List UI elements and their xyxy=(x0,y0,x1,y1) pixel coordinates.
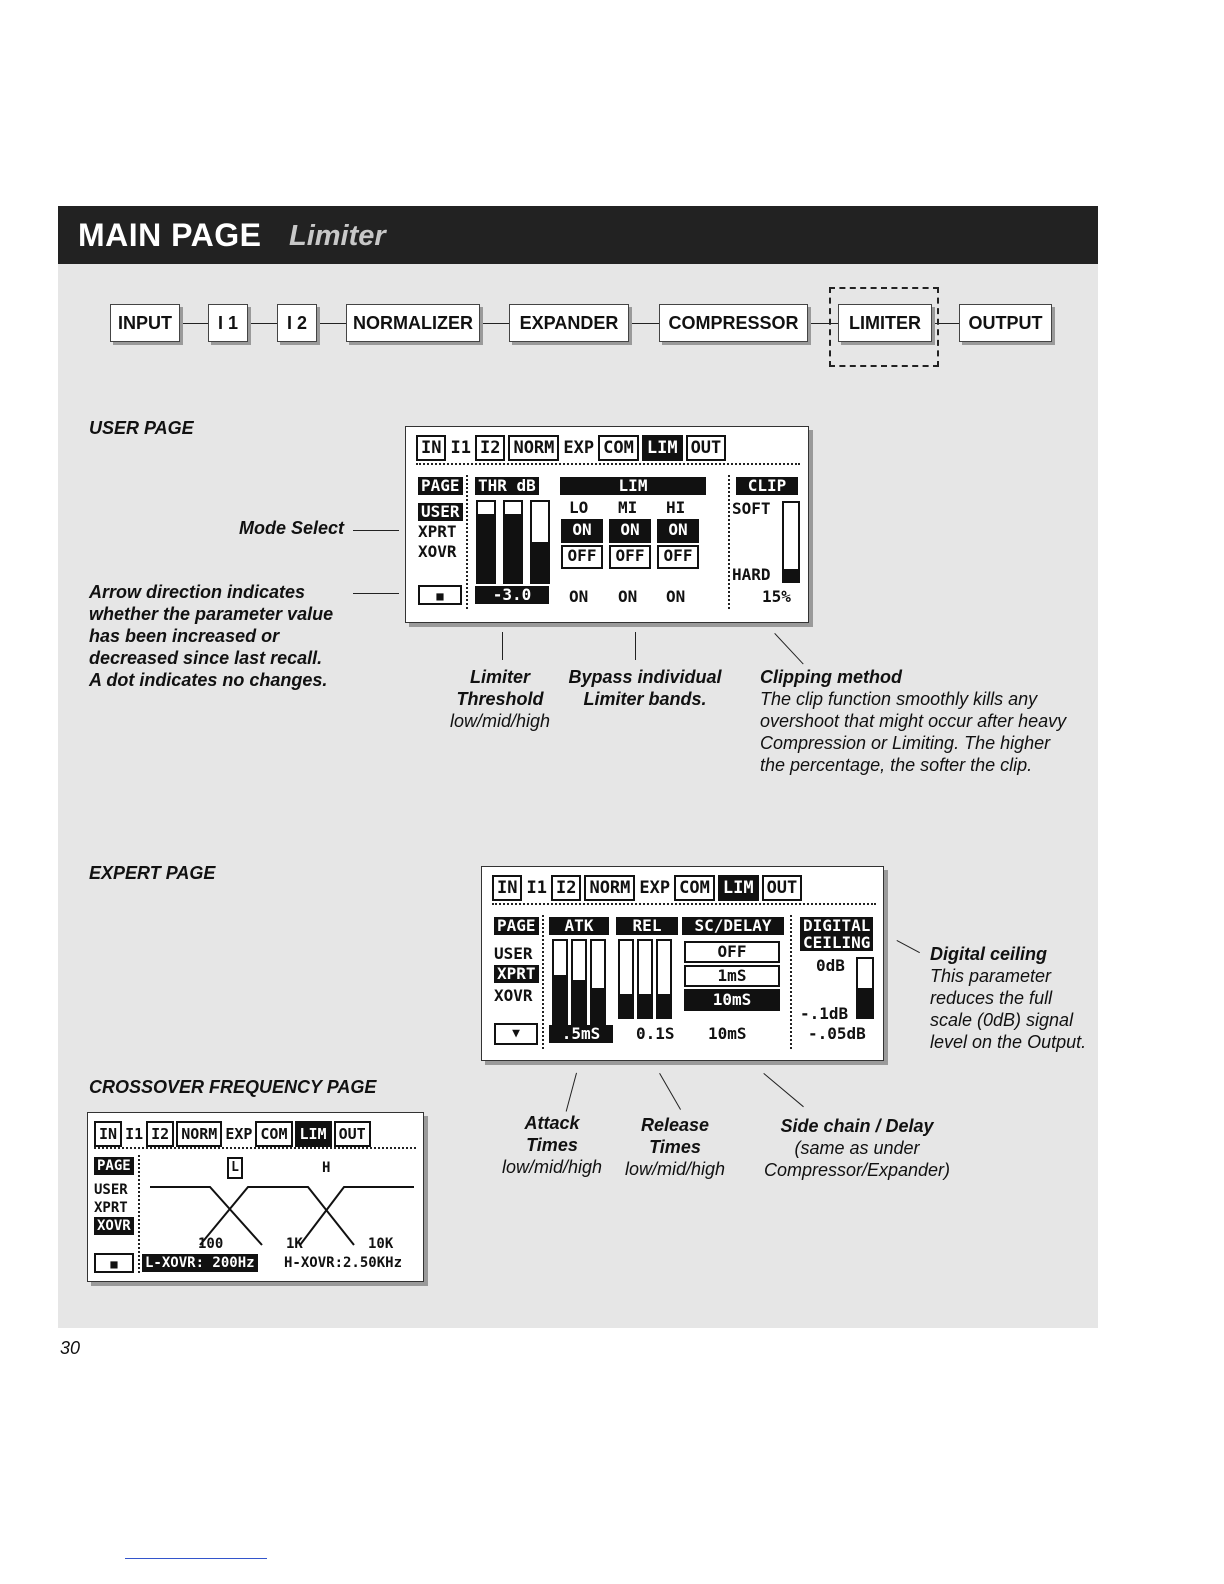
mode-user[interactable]: USER xyxy=(494,944,533,963)
chain-node-normalizer[interactable]: NORMALIZER xyxy=(346,304,480,342)
freq-label-100: 100 xyxy=(198,1236,224,1252)
high-crossover-marker[interactable]: H xyxy=(322,1160,331,1176)
chain-node-i1[interactable]: I 1 xyxy=(208,304,248,342)
band-lo-off[interactable]: OFF xyxy=(561,545,603,569)
tab-com[interactable]: COM xyxy=(598,435,639,461)
arrow-leader xyxy=(353,593,399,594)
sc-option-1ms[interactable]: 1mS xyxy=(684,965,780,987)
lcd-tab-row xyxy=(416,435,726,461)
arrow-down-indicator: ▼ xyxy=(494,1023,538,1045)
sc-value: 10mS xyxy=(708,1024,747,1043)
band-mi-status: ON xyxy=(618,587,638,606)
page-label: PAGE xyxy=(94,1157,134,1175)
tab-in[interactable]: IN xyxy=(416,435,446,461)
band-hi-status: ON xyxy=(666,587,686,606)
tab-norm[interactable]: NORM xyxy=(584,875,635,901)
chain-node-expander[interactable]: EXPANDER xyxy=(509,304,629,342)
mode-xovr[interactable]: XOVR xyxy=(494,986,533,1005)
band-hi-off[interactable]: OFF xyxy=(657,545,699,569)
band-mi-off[interactable]: OFF xyxy=(609,545,651,569)
tab-lim[interactable]: LIM xyxy=(295,1121,332,1147)
band-lo-label: LO xyxy=(569,498,589,517)
page-label: PAGE xyxy=(418,477,463,495)
low-xovr-value[interactable]: L-XOVR: 200Hz xyxy=(142,1254,258,1272)
thr-header: THR dB xyxy=(475,477,539,495)
thr-bar-lo[interactable] xyxy=(476,500,496,584)
user-page-lcd xyxy=(405,426,809,623)
tab-exp[interactable]: EXP xyxy=(563,438,595,458)
chain-node-limiter[interactable]: LIMITER xyxy=(838,304,932,342)
thr-bar-mi[interactable] xyxy=(503,500,523,584)
tab-in[interactable]: IN xyxy=(492,875,522,901)
tab-i1[interactable]: I1 xyxy=(526,878,547,898)
clip-value: 15% xyxy=(762,587,791,606)
clip-bar[interactable] xyxy=(782,501,800,583)
freq-label-1k: 1K xyxy=(286,1236,303,1252)
arrow-indicator: ■ xyxy=(418,585,462,605)
tab-out[interactable]: OUT xyxy=(762,875,803,901)
rel-bar-lo[interactable] xyxy=(618,939,634,1019)
mode-user[interactable]: USER xyxy=(94,1182,128,1198)
tab-out[interactable]: OUT xyxy=(334,1121,371,1147)
expert-page-heading: EXPERT PAGE xyxy=(89,863,216,883)
atk-value: .5mS xyxy=(549,1025,613,1043)
tab-norm[interactable]: NORM xyxy=(508,435,559,461)
band-mi-label: MI xyxy=(618,498,638,517)
bypass-callout: Bypass individual Limiter bands. xyxy=(568,667,722,709)
page-title: MAIN PAGE xyxy=(78,217,262,253)
tab-exp[interactable]: EXP xyxy=(225,1125,253,1143)
tab-i2[interactable]: I2 xyxy=(551,875,581,901)
band-hi-on[interactable]: ON xyxy=(657,519,699,543)
rel-bar-hi[interactable] xyxy=(656,939,672,1019)
page-number: 30 xyxy=(60,1338,81,1358)
atk-bar-mi[interactable] xyxy=(571,939,587,1029)
mode-select-callout: Mode Select xyxy=(239,518,345,538)
chain-node-i2[interactable]: I 2 xyxy=(277,304,317,342)
low-crossover-marker[interactable]: L xyxy=(227,1157,243,1179)
ceiling-top-label: 0dB xyxy=(816,956,845,975)
tab-i2[interactable]: I2 xyxy=(146,1121,174,1147)
tab-com[interactable]: COM xyxy=(255,1121,292,1147)
crossover-page-heading: CROSSOVER FREQUENCY PAGE xyxy=(89,1077,377,1097)
ceiling-callout: Digital ceiling This parameter reduces the full scale (0dB) signal level on the Output. xyxy=(930,944,1087,1052)
arrow-indicator: ■ xyxy=(94,1253,134,1273)
tab-norm[interactable]: NORM xyxy=(176,1121,222,1147)
band-mi-on[interactable]: ON xyxy=(609,519,651,543)
atk-header: ATK xyxy=(549,917,609,935)
sc-option-off[interactable]: OFF xyxy=(684,941,780,963)
expert-page-lcd xyxy=(481,866,884,1061)
chain-node-compressor[interactable]: COMPRESSOR xyxy=(659,304,808,342)
tab-exp[interactable]: EXP xyxy=(639,878,671,898)
chain-node-input[interactable]: INPUT xyxy=(110,304,180,342)
mode-xprt[interactable]: XPRT xyxy=(494,965,539,983)
attack-callout: Attack Times low/mid/high xyxy=(501,1113,603,1177)
ceiling-bar[interactable] xyxy=(856,957,874,1019)
rel-header: REL xyxy=(616,917,678,935)
tab-i2[interactable]: I2 xyxy=(475,435,505,461)
mode-user[interactable]: USER xyxy=(418,503,463,521)
clip-soft-label: SOFT xyxy=(732,499,771,518)
rel-bar-mi[interactable] xyxy=(637,939,653,1019)
high-xovr-value[interactable]: H-XOVR:2.50KHz xyxy=(284,1255,403,1271)
clip-callout: Clipping method The clip function smoothly kills any overshoot that might occur after heavy Compression or Limiting. The higher the percentage, the softer the clip. xyxy=(760,667,1067,775)
atk-bar-lo[interactable] xyxy=(552,939,568,1029)
footer-rule xyxy=(125,1558,267,1559)
freq-label-10k: 10K xyxy=(368,1236,394,1252)
tab-i1[interactable]: I1 xyxy=(125,1125,144,1143)
tab-i1[interactable]: I1 xyxy=(450,438,471,458)
release-callout: Release Times low/mid/high xyxy=(624,1115,726,1179)
mode-xprt[interactable]: XPRT xyxy=(418,522,457,541)
thr-value: -3.0 xyxy=(475,586,549,604)
page-label: PAGE xyxy=(494,917,539,935)
mode-select-leader xyxy=(353,530,399,531)
band-lo-on[interactable]: ON xyxy=(561,519,603,543)
band-lo-status: ON xyxy=(569,587,589,606)
tab-com[interactable]: COM xyxy=(674,875,715,901)
ceiling-bottom-label: -.1dB xyxy=(800,1004,849,1023)
band-hi-label: HI xyxy=(666,498,686,517)
crossover-page-lcd xyxy=(87,1112,424,1282)
chain-node-output[interactable]: OUTPUT xyxy=(959,304,1052,342)
tab-out[interactable]: OUT xyxy=(686,435,727,461)
rel-value: 0.1S xyxy=(636,1024,675,1043)
mode-xovr[interactable]: XOVR xyxy=(94,1217,134,1235)
tab-in[interactable]: IN xyxy=(94,1121,122,1147)
user-page-heading: USER PAGE xyxy=(89,418,194,438)
tab-lim[interactable]: LIM xyxy=(642,435,683,461)
page-header xyxy=(58,206,1098,264)
page-subtitle: Limiter xyxy=(289,220,386,252)
sc-option-10ms[interactable]: 10mS xyxy=(684,989,780,1011)
clip-hard-label: HARD xyxy=(732,565,771,584)
sc-header: SC/DELAY xyxy=(682,917,784,935)
threshold-callout: Limiter Threshold low/mid/high xyxy=(449,667,551,731)
tab-lim[interactable]: LIM xyxy=(718,875,759,901)
ceiling-value: -.05dB xyxy=(808,1024,866,1043)
mode-xovr[interactable]: XOVR xyxy=(418,542,457,561)
ceiling-header: DIGITAL CEILING xyxy=(800,917,873,951)
lim-header: LIM xyxy=(560,477,706,495)
atk-bar-hi[interactable] xyxy=(590,939,606,1029)
thr-bar-hi[interactable] xyxy=(530,500,550,584)
arrow-callout: Arrow direction indicates whether the parameter value has been increased or decreased since last recall. A dot indicates no changes. xyxy=(89,582,334,690)
mode-xprt[interactable]: XPRT xyxy=(94,1200,128,1216)
clip-header: CLIP xyxy=(736,477,798,495)
sidechain-callout: Side chain / Delay (same as under Compressor/Expander) xyxy=(763,1116,951,1180)
lcd-tab-row xyxy=(492,875,802,901)
